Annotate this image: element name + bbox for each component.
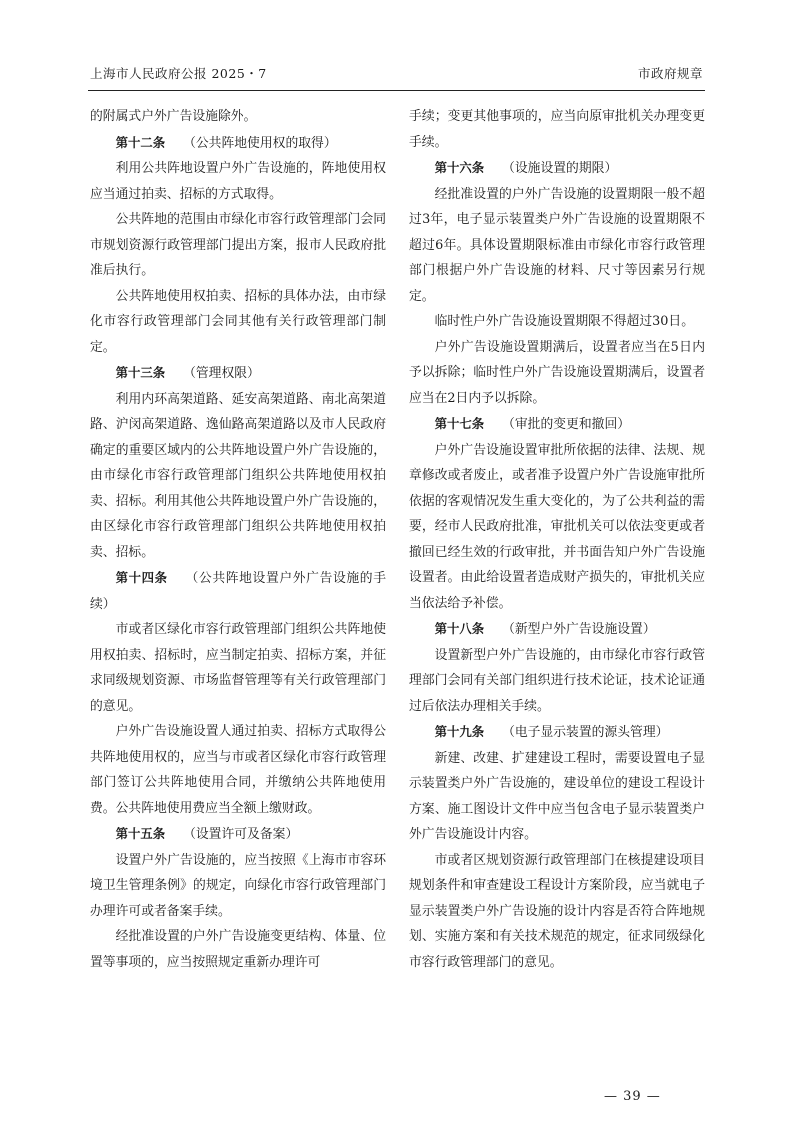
article-title: （电子显示装置的源头管理） (502, 725, 669, 740)
paragraph: 市或者区绿化市容行政管理部门组织公共阵地使用权拍卖、招标时，应当制定拍卖、招标方案，并征求同级规划资源、市场监督管理等有关行政管理部门的意见。 (90, 622, 386, 714)
article-title: （公共阵地使用权的取得） (183, 135, 337, 151)
paragraph: 户外广告设施设置人通过拍卖、招标方式取得公共阵地使用权的，应当与市或者区绿化市容行政管理部门签订公共阵地使用合同，并缴纳公共阵地使用费。公共阵地使用费应当全额上缴财政。 (90, 724, 386, 816)
paragraph: 利用公共阵地设置户外广告设施的，阵地使用权应当通过拍卖、招标的方式取得。 (90, 161, 386, 202)
article-heading (409, 616, 705, 643)
article-number: 第十四条 (115, 570, 168, 585)
article-number: 第十八条 (434, 621, 485, 636)
paragraph: 设置户外广告设施的，应当按照《上海市市容环境卫生管理条例》的规定，向绿化市容行政管理部门办理许可或者备案手续。 (90, 852, 386, 919)
paragraph: 手续；变更其他事项的，应当向原审批机关办理变更手续。 (409, 109, 705, 150)
paragraph: 临时性户外广告设施设置期限不得超过30日。 (434, 314, 695, 329)
article-heading (90, 130, 386, 157)
article-number: 第十七条 (434, 416, 485, 431)
paragraph: 公共阵地的范围由市绿化市容行政管理部门会同市规划资源行政管理部门提出方案，报市人民政府批准后执行。 (90, 212, 386, 278)
page-header (90, 64, 703, 86)
page-number: — 39 — (604, 1089, 661, 1104)
paragraph: 新建、改建、扩建建设工程时，需要设置电子显示装置类户外广告设施的，建设单位的建设工程设计方案、施工图设计文件中应当包含电子显示装置类户外广告设施设计内容。 (409, 750, 705, 842)
header-divider (88, 90, 705, 91)
article-number: 第十九条 (434, 724, 485, 739)
article-number: 第十三条 (115, 365, 166, 380)
paragraph: 经批准设置的户外广告设施的设置期限一般不超过3年，电子显示装置类户外广告设施的设置期限不超过6年。具体设置期限标准由市绿化市容行政管理部门根据户外广告设施的材料、尺寸等因素另行规定。 (409, 186, 705, 304)
article-title: （设施设置的期限） (502, 161, 618, 176)
article-number: 第十五条 (115, 826, 166, 841)
article-title: （审批的变更和撤回） (502, 417, 631, 432)
article-title: （公共阵地设置户外广告设施的手续） (90, 571, 387, 612)
paragraph: 设置新型户外广告设施的，由市绿化市容行政管理部门会同有关部门组织进行技术论证，技术论证通过后依法办理相关手续。 (409, 647, 705, 714)
article-title: （新型户外广告设施设置） (502, 622, 656, 637)
article-heading (409, 155, 705, 182)
article-heading (90, 565, 386, 617)
section-title: 市政府规章 (637, 66, 703, 81)
article-number: 第十二条 (115, 134, 166, 150)
paragraph: 市或者区规划资源行政管理部门在核提建设项目规划条件和审查建设工程设计方案阶段，应当就电子显示装置类户外广告设施的设计内容是否符合阵地规划、实施方案和有关技术规范的规定，征求同级绿化市容行政管理部门的意见。 (409, 852, 705, 970)
article-title: （管理权限） (183, 366, 260, 381)
paragraph: 户外广告设施设置期满后，设置者应当在5日内予以拆除；临时性户外广告设施设置期满后，设置者应当在2日内予以拆除。 (409, 339, 705, 406)
paragraph: 户外广告设施设置审批所依据的法律、法规、规章修改或者废止，或者准予设置户外广告设施审批所依据的客观情况发生重大变化的，为了公共利益的需要，经市人民政府批准，审批机关可以依法变更或者撤回已经生效的行政审批，并书面告知户外广告设施设置者。由此给设置者造成财产损失的，审批机关应当依法给予补偿。 (409, 442, 705, 611)
article-heading (90, 821, 386, 848)
publication-title: 上海市人民政府公报 2025・7 (90, 66, 267, 81)
article-title: （设置许可及备案） (183, 827, 299, 842)
article-heading (90, 360, 386, 387)
right-column (409, 104, 705, 975)
paragraph: 经批准设置的户外广告设施变更结构、体量、位置等事项的，应当按照规定重新办理许可 (90, 929, 386, 970)
article-number: 第十六条 (434, 160, 485, 175)
left-column (90, 104, 386, 975)
paragraph: 的附属式户外广告设施除外。 (90, 109, 257, 124)
paragraph: 公共阵地使用权拍卖、招标的具体办法，由市绿化市容行政管理部门会同其他有关行政管理部门制定。 (90, 288, 386, 355)
paragraph: 利用内环高架道路、延安高架道路、南北高架道路、沪闵高架道路、逸仙路高架道路以及市人民政府确定的重要区域内的公共阵地设置户外广告设施的，由市绿化市容行政管理部门组织公共阵地使用权拍卖、招标。利用其他公共阵地设置户外广告设施的，由区绿化市容行政管理部门组织公共阵地使用权拍卖、招标。 (90, 391, 386, 560)
article-heading (409, 411, 705, 438)
article-heading (409, 719, 705, 746)
